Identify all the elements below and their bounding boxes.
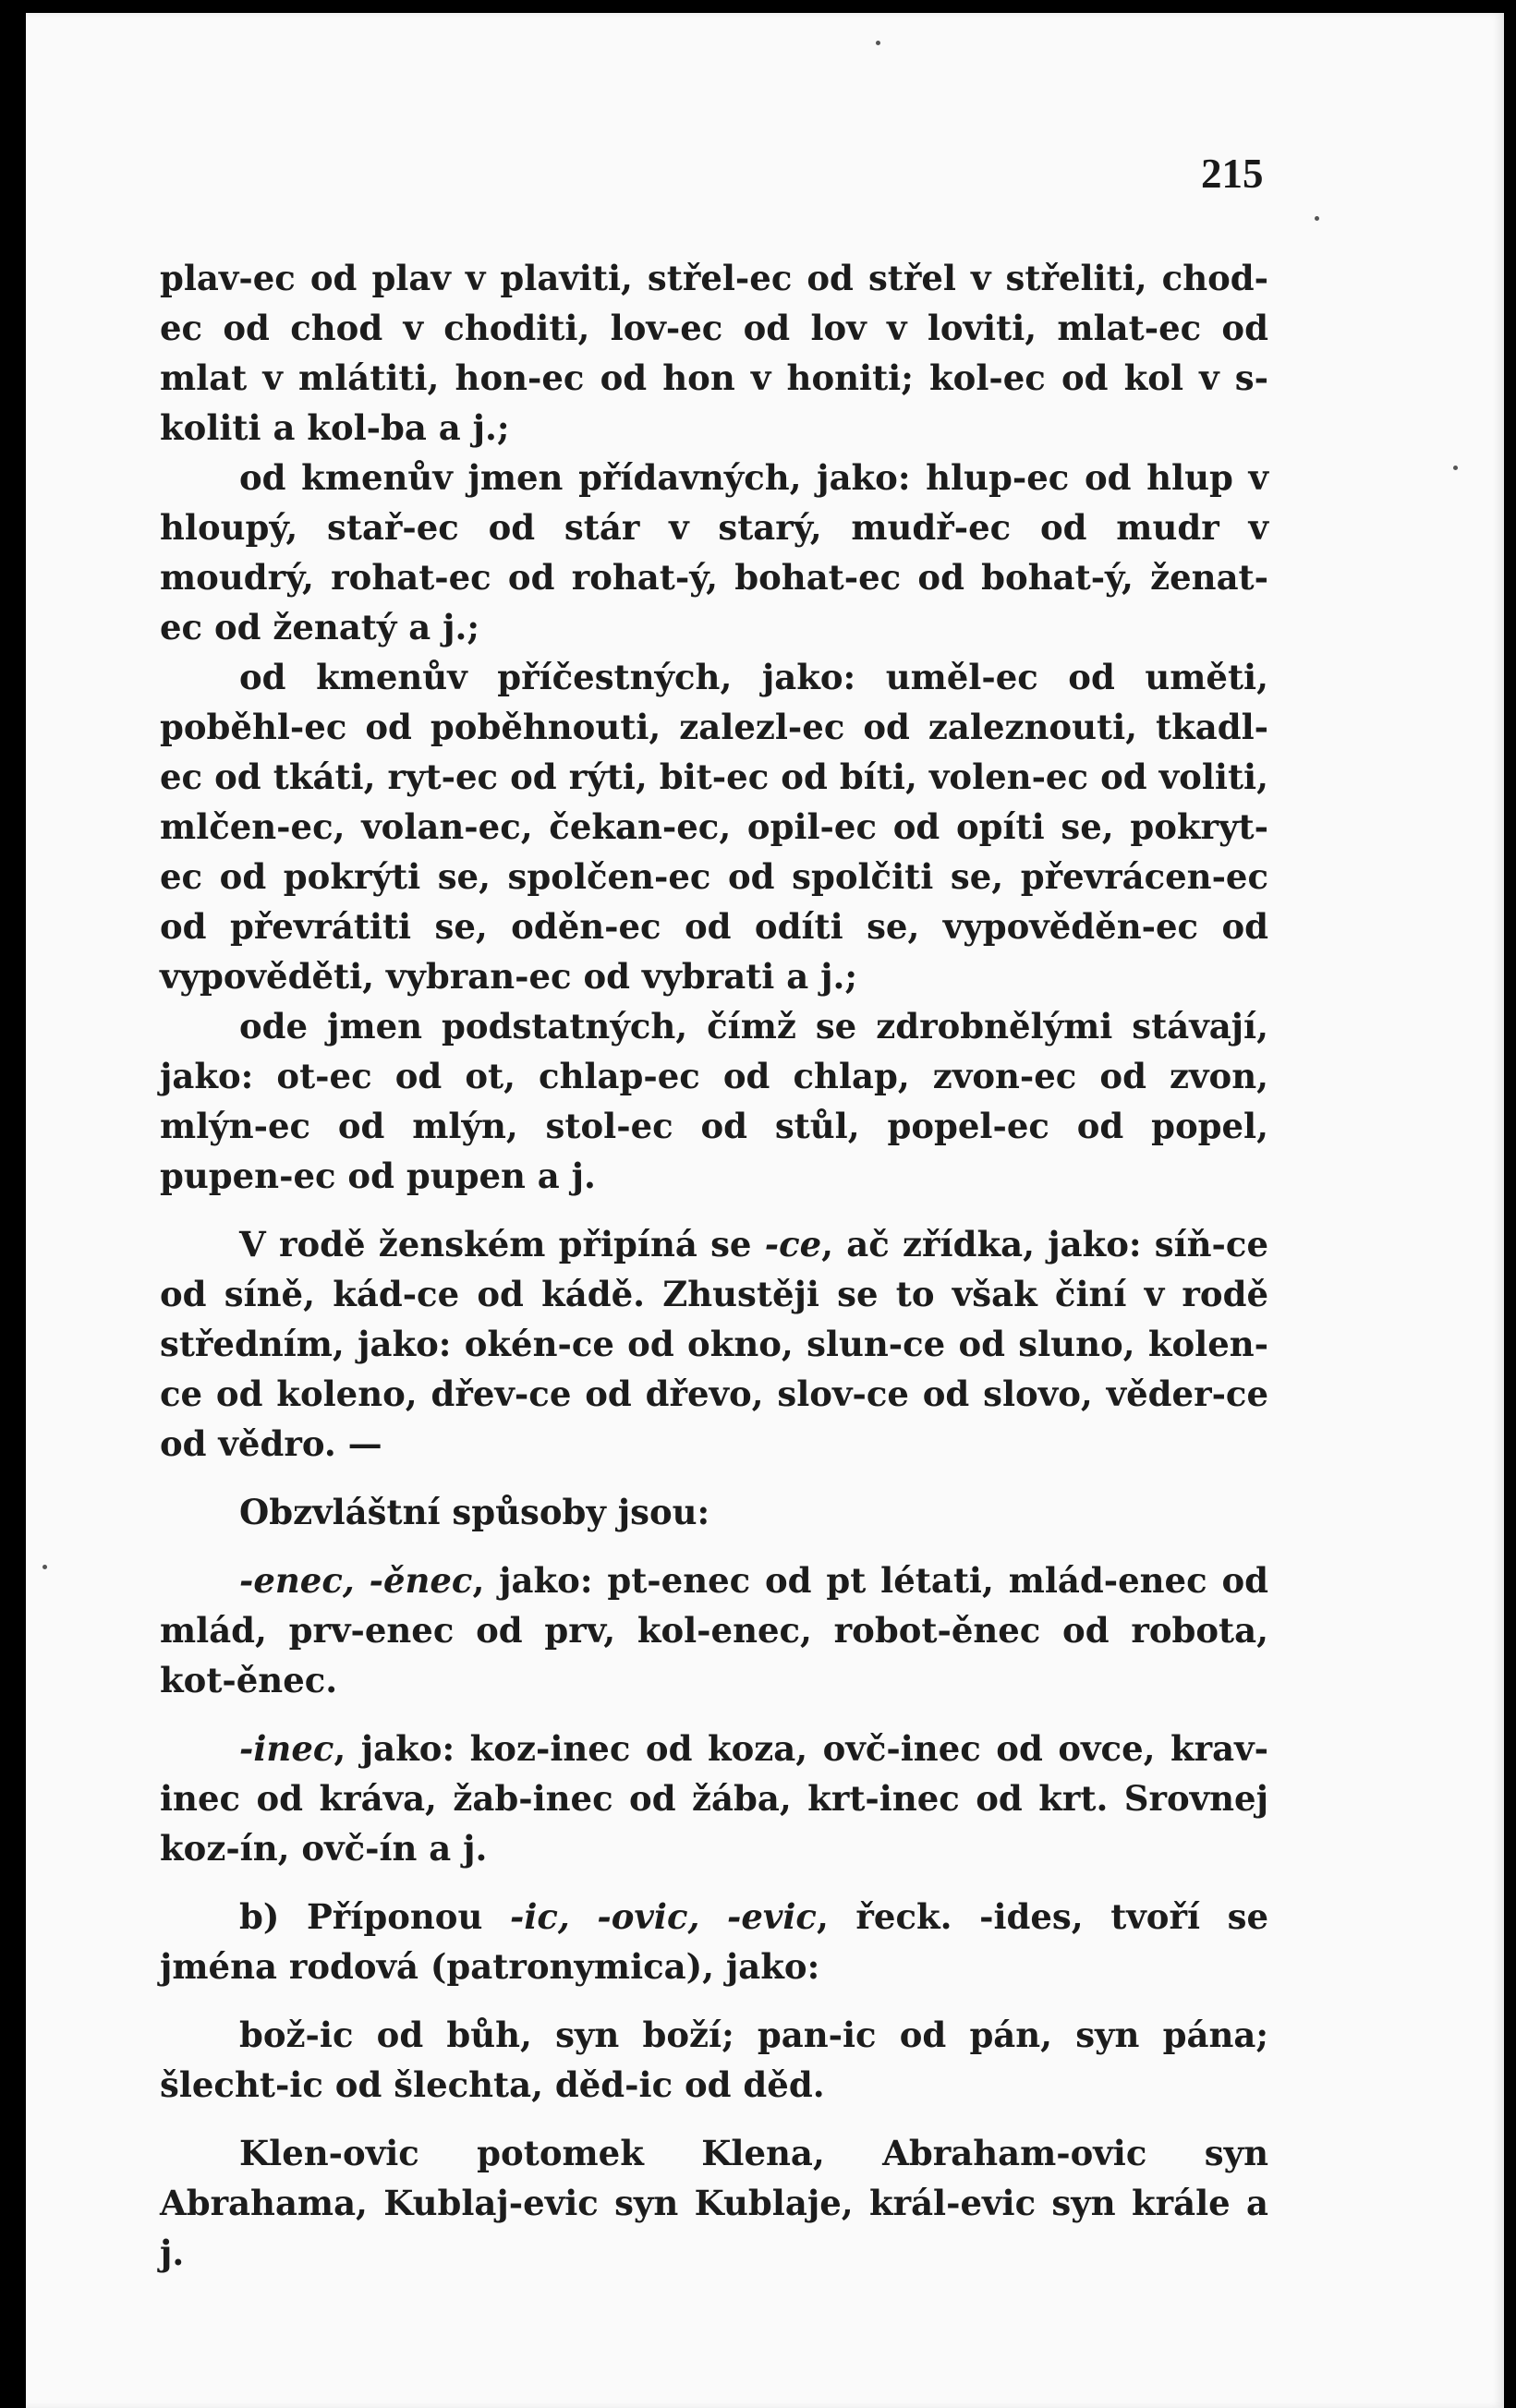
paragraph-3-text: od kmenův příčestných, jako: uměl-ec od uměti, poběhl-ec od poběhnouti, zalezl-ec od zaleznouti, tkadl-ec od tkáti, ryt-ec od rýti, bit-ec od bíti, volen-ec od voliti, mlčen-ec, volan-ec, čekan-ec, opil-ec od opíti se, pokryt-ec od pokrýti se, spolčen-ec od spolčiti se, převrácen-ec od převrátiti se, oděn-ec od odíti se, vypověděn-ec od vypověděti, vybran-ec od vybrati a j.;: [160, 657, 1268, 997]
paragraph-8: [160, 1724, 1268, 1873]
paragraph-9-suffix: -ic, -ovic, -evic: [509, 1896, 817, 1937]
paragraph-8-suffix: -inec: [239, 1728, 334, 1769]
paragraph-6-text: Obzvláštní spůsoby jsou:: [239, 1492, 710, 1532]
paragraph-9: [160, 1892, 1268, 1991]
paragraph-7: [160, 1555, 1268, 1705]
paragraph-5-rest: , ač zřídka, jako: síň-ce od síně, kád-ce od kádě. Zhustěji se to však činí v rodě středním, jako: okén-ce od okno, slun-ce od sluno, kolen-ce od koleno, dřev-ce od dřevo, slov-ce od slovo, věder-ce od vědro. —: [160, 1224, 1268, 1464]
paragraph-10: [160, 2010, 1268, 2110]
paragraph-9-lead: b) Příponou: [239, 1896, 510, 1937]
scan-speck: [42, 1565, 47, 1569]
paragraph-11: [160, 2128, 1268, 2278]
paragraph-2-text: od kmenův jmen přídavných, jako: hlup-ec od hlup v hloupý, stař-ec od stár v starý, mudř-ec od mudr v moudrý, rohat-ec od rohat-ý, bohat-ec od bohat-ý, ženat-ec od ženatý a j.;: [160, 457, 1268, 647]
paragraph-5: [160, 1219, 1268, 1469]
paragraph-1-text: plav-ec od plav v plaviti, střel-ec od střel v střeliti, chod-ec od chod v choditi, lov-ec od lov v loviti, mlat-ec od mlat v mlátiti, hon-ec od hon v honiti; kol-ec od kol v s-koliti a kol-ba a j.;: [160, 258, 1268, 448]
paragraph-1: [160, 253, 1268, 453]
paragraph-4: [160, 1001, 1268, 1201]
paragraph-11-text: Klen-ovic potomek Klena, Abraham-ovic syn Abrahama, Kublaj-evic syn Kublaje, král-evic syn krále a j.: [160, 2133, 1268, 2273]
paragraph-5-suffix: -ce: [764, 1224, 822, 1265]
paragraph-6: [160, 1487, 1268, 1537]
paragraph-9-rest: , řeck. -ides, tvoří se jména rodová (patronymica), jako:: [160, 1896, 1268, 1987]
paragraph-2: [160, 453, 1268, 652]
scan-speck: [1453, 466, 1458, 470]
paragraph-3: [160, 652, 1268, 1001]
paragraph-5-lead: V rodě ženském připíná se: [239, 1224, 765, 1265]
paragraph-4-text: ode jmen podstatných, čímž se zdrobnělými stávají, jako: ot-ec od ot, chlap-ec od chlap, zvon-ec od zvon, mlýn-ec od mlýn, stol-ec od stůl, popel-ec od popel, pupen-ec od pupen a j.: [160, 1006, 1268, 1196]
book-page: [26, 13, 1504, 2408]
scan-speck: [876, 41, 880, 45]
paragraph-8-rest: , jako: koz-inec od koza, ovč-inec od ovce, krav-inec od kráva, žab-inec od žába, krt-inec od krt. Srovnej koz-ín, ovč-ín a j.: [160, 1728, 1268, 1869]
body-text: [160, 253, 1268, 2278]
paragraph-7-suffix: -enec, -ěnec: [239, 1560, 473, 1601]
page-number: 215: [1201, 151, 1264, 197]
paragraph-7-rest: , jako: pt-enec od pt létati, mlád-enec od mlád, prv-enec od prv, kol-enec, robot-ěnec od robota, kot-ěnec.: [160, 1560, 1268, 1700]
scan-speck: [1315, 216, 1319, 221]
paragraph-10-text: bož-ic od bůh, syn boží; pan-ic od pán, syn pána; šlecht-ic od šlechta, děd-ic od děd.: [160, 2015, 1268, 2105]
